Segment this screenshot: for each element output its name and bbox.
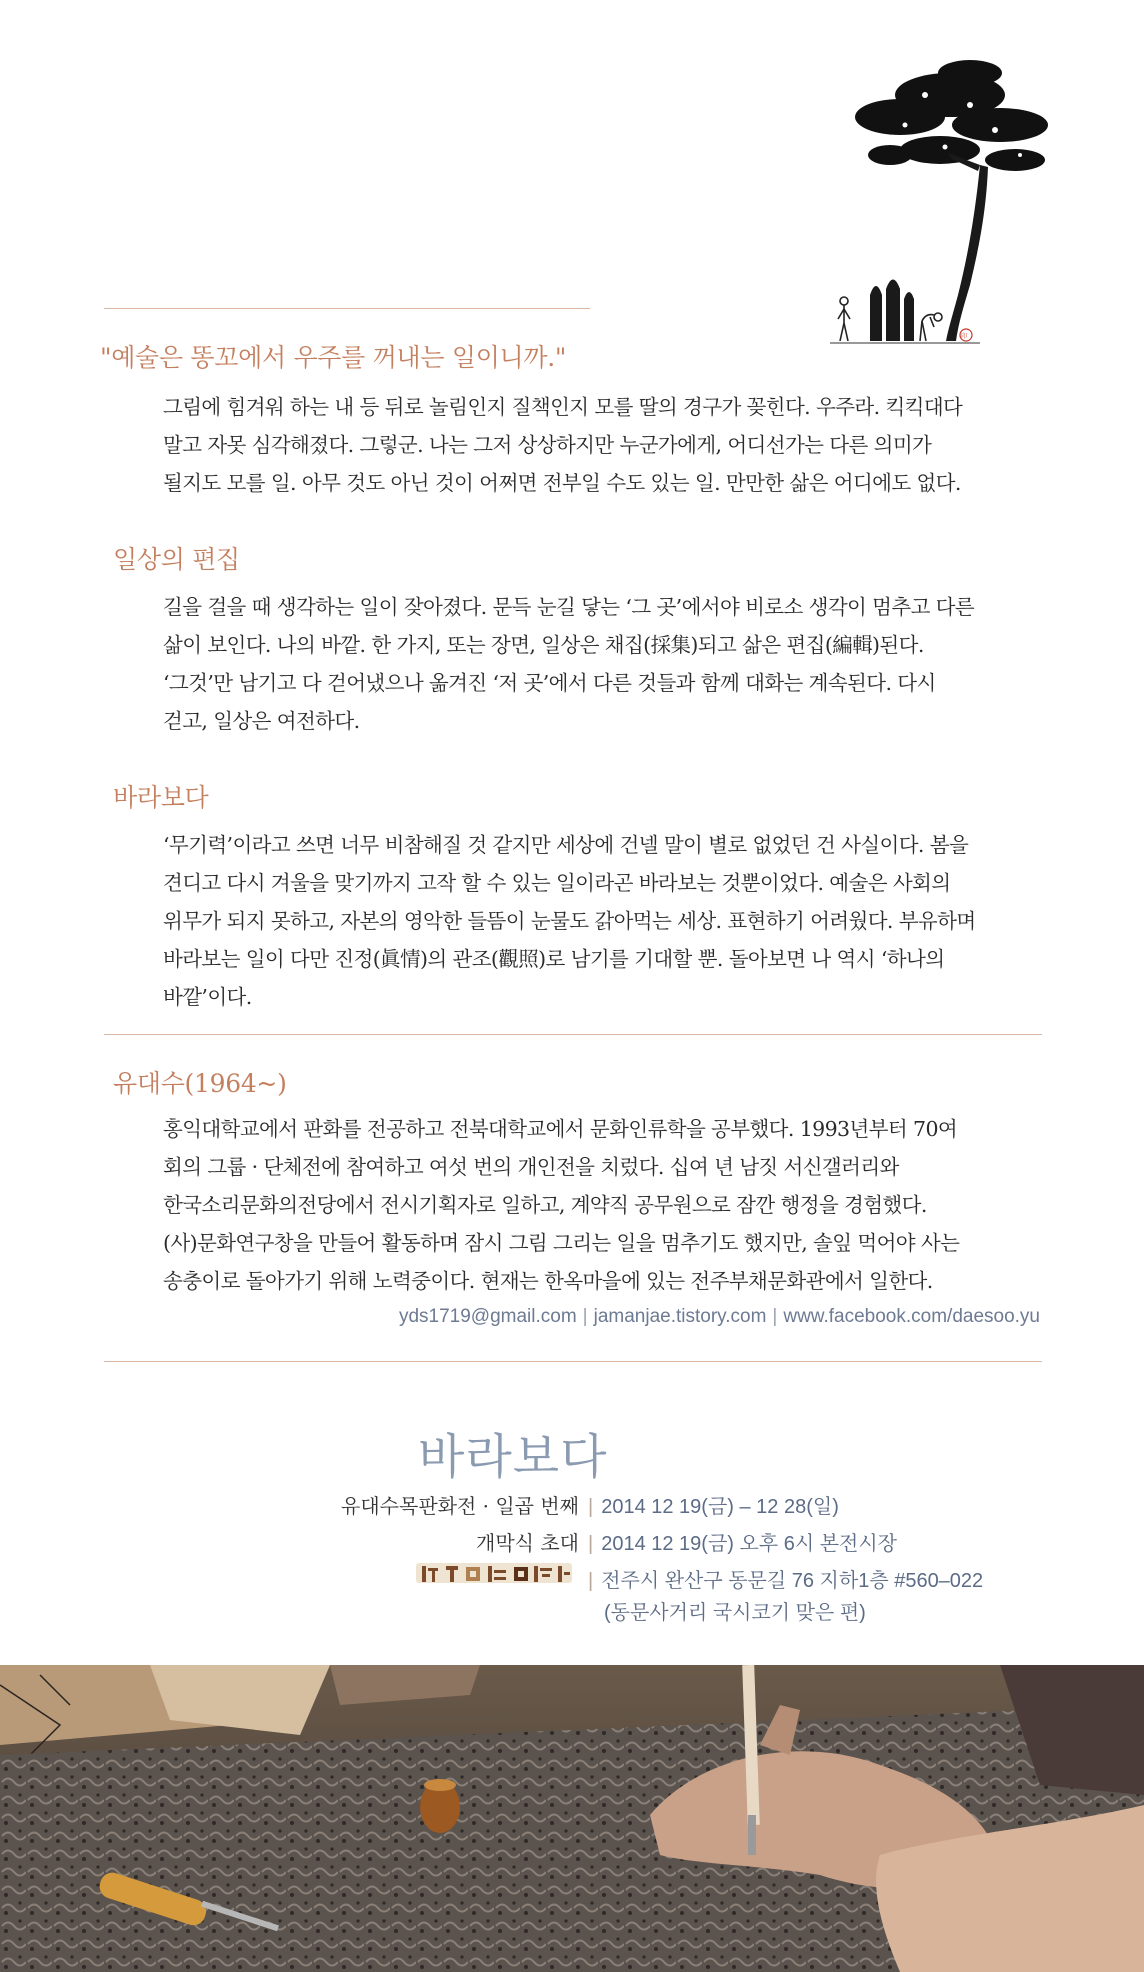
paragraph-line: (사)문화연구창을 만들어 활동하며 잠시 그림 그리는 일을 멈추기도 했지만, 솔잎 먹어야 사는 xyxy=(163,1231,960,1255)
contact-links xyxy=(399,1306,1040,1328)
paragraph-line: 걷고, 일상은 여전하다. xyxy=(163,709,360,733)
email-link[interactable]: yds1719@gmail.com xyxy=(398,1306,577,1327)
section-daily-edit-text xyxy=(163,588,1053,740)
paragraph-line: 바깥’이다. xyxy=(163,985,252,1009)
paragraph-line: ‘그것’만 남기고 다 걷어냈으나 옮겨진 ‘저 곳’에서 다른 것들과 함께 대화는 계속된다. 다시 xyxy=(163,671,936,695)
paragraph-line: 송충이로 돌아가기 위해 노력중이다. 현재는 한옥마을에 있는 전주부채문화관에서 일한다. xyxy=(163,1269,933,1293)
woodcut-carving-photo xyxy=(0,1665,1144,1972)
exhibition-divider xyxy=(104,1361,1042,1362)
exhibition-dates: | 2014 12 19(금) – 12 28(일) xyxy=(588,1496,839,1518)
intro-paragraph xyxy=(163,388,1053,502)
bio-divider xyxy=(104,1034,1042,1035)
opening-datetime: | 2014 12 19(금) 오후 6시 본전시장 xyxy=(588,1533,897,1555)
facebook-link[interactable]: www.facebook.com/daesoo.yu xyxy=(783,1306,1040,1327)
blog-link[interactable]: jamanjae.tistory.com xyxy=(593,1306,767,1327)
opening-label: 개막식 초대 xyxy=(476,1531,579,1555)
quote-heading: "예술은 똥꼬에서 우주를 꺼내는 일이니까." xyxy=(100,343,567,372)
paragraph-line: 길을 걸을 때 생각하는 일이 잦아졌다. 문득 눈길 닿는 ‘그 곳’에서야 비로소 생각이 멈추고 다른 xyxy=(163,595,975,619)
bio-text xyxy=(163,1110,1053,1300)
paragraph-line: 위무가 되지 못하고, 자본의 영악한 들뜸이 눈물도 갉아먹는 세상. 표현하기 어려웠다. 부유하며 xyxy=(163,909,976,933)
paragraph-line: 견디고 다시 겨울을 맞기까지 고작 할 수 있는 일이라곤 바라보는 것뿐이었다. 예술은 사회의 xyxy=(163,871,951,895)
paragraph-line: 회의 그룹 · 단체전에 참여하고 여섯 번의 개인전을 치렀다. 십여 년 남짓 서신갤러리와 xyxy=(163,1155,899,1179)
exhibition-title: 바라보다 xyxy=(418,1429,608,1485)
bio-heading: 유대수(1964~) xyxy=(113,1069,287,1098)
paragraph-line: 바라보는 일이 다만 진정(眞情)의 관조(觀照)로 남기를 기대할 뿐. 돌아보면 나 역시 ‘하나의 xyxy=(163,947,945,971)
separator: | xyxy=(772,1306,778,1327)
paragraph-line: 홍익대학교에서 판화를 전공하고 전북대학교에서 문화인류학을 공부했다. 1993년부터 70여 xyxy=(163,1117,958,1141)
venue-logo xyxy=(414,1558,574,1588)
paragraph-line: 한국소리문화의전당에서 전시기획자로 일하고, 계약직 공무원으로 잠깐 행정을 경험했다. xyxy=(163,1193,927,1217)
exhibition-name-label: 유대수목판화전 · 일곱 번째 xyxy=(341,1494,579,1518)
paragraph-line: 말고 자못 심각해졌다. 그렇군. 나는 그저 상상하지만 누군가에게, 어디선가는 다른 의미가 xyxy=(163,433,932,457)
venue-address: | 전주시 완산구 동문길 76 지하1층 #560–022 xyxy=(588,1570,984,1592)
paragraph-line: 삶이 보인다. 나의 바깥. 한 가지, 또는 장면, 일상은 채집(採集)되고 삶은 편집(編輯)된다. xyxy=(163,633,924,657)
paragraph-line: ‘무기력’이라고 쓰면 너무 비참해질 것 같지만 세상에 건넬 말이 별로 없었던 건 사실이다. 봄을 xyxy=(163,833,969,857)
tree-illustration xyxy=(830,55,1070,355)
svg-text:印: 印 xyxy=(961,333,968,340)
paragraph-line: 그림에 힘겨워 하는 내 등 뒤로 놀림인지 질책인지 모를 딸의 경구가 꽂힌다. 우주라. 킥킥대다 xyxy=(163,395,963,419)
section-heading-daily-edit: 일상의 편집 xyxy=(113,545,240,574)
paragraph-line: 될지도 모를 일. 아무 것도 아닌 것이 어쩌면 전부일 수도 있는 일. 만만한 삶은 어디에도 없다. xyxy=(163,471,961,495)
top-divider xyxy=(104,308,590,309)
venue-address-note: (동문사거리 국시코기 맞은 편) xyxy=(604,1602,866,1624)
section-heading-gazing: 바라보다 xyxy=(113,783,209,812)
section-gazing-text xyxy=(163,826,1053,1016)
separator: | xyxy=(582,1306,588,1327)
